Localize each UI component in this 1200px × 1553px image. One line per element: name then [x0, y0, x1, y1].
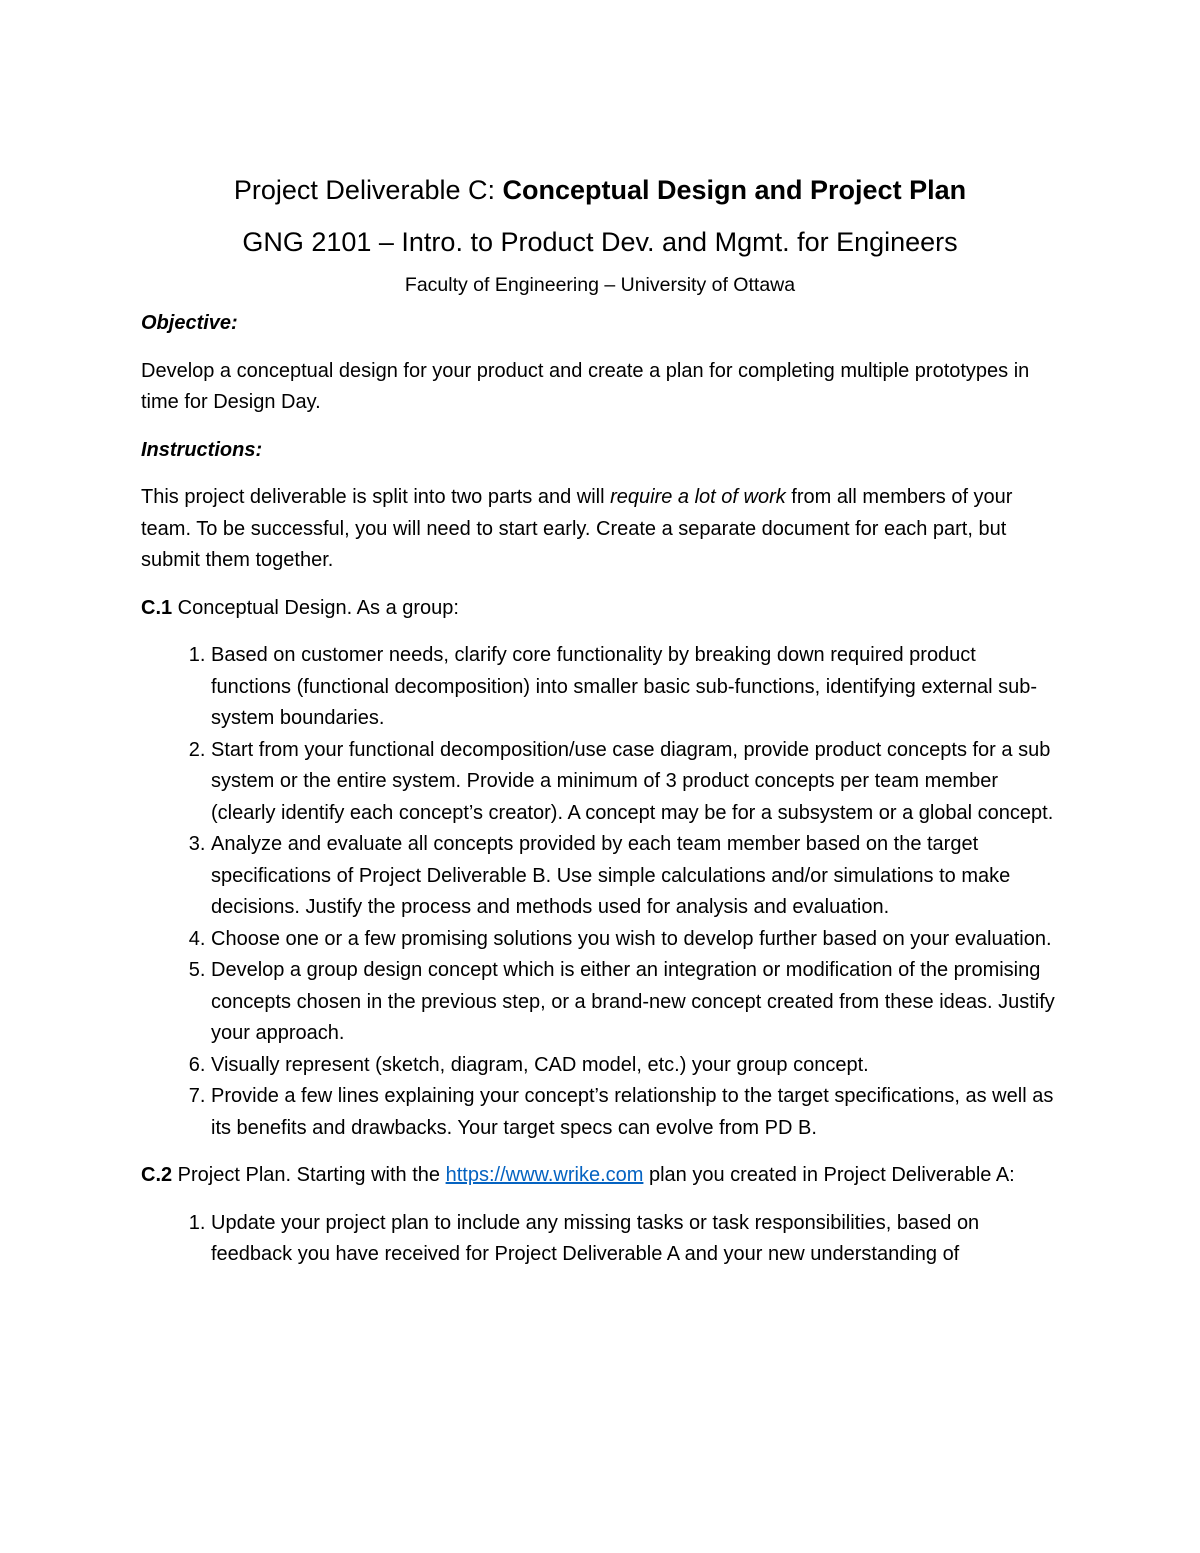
document-title — [0, 170, 1200, 210]
objective-text: Develop a conceptual design for your product and create a plan for completing multiple prototypes in time for Design Day. — [141, 359, 1030, 413]
course-title: GNG 2101 – Intro. to Product Dev. and Mgmt. for Engineers — [242, 227, 958, 257]
c1-list-item: 2. Start from your functional decomposition/use case diagram, provide product concepts for a sub system or the entire system. Provide a minimum of 3 product concepts per team member (clearly identify each concept’s creator). A concept may be for a subsystem or a global concept. — [211, 735, 1061, 830]
title-bold: Conceptual Design and Project Plan — [502, 175, 967, 205]
objective-heading: Objective: — [141, 312, 238, 334]
c1-list-item: 3. Analyze and evaluate all concepts provided by each team member based on the target specifications of Project Deliverable B. Use simple calculations and/or simulations to make decisions. Justify the process and methods used for analysis and evaluation. — [211, 829, 1061, 924]
c1-list-item: 1. Based on customer needs, clarify core functionality by breaking down required product functions (functional decomposition) into smaller basic sub-functions, identifying external sub-system boundaries. — [211, 640, 1061, 735]
faculty-line: Faculty of Engineering – University of Ottawa — [404, 274, 796, 296]
c2-heading — [141, 1160, 1061, 1192]
c1-list-item: 4. Choose one or a few promising solutions you wish to develop further based on your evaluation. — [211, 924, 1061, 956]
c1-list-item: 7. Provide a few lines explaining your concept’s relationship to the target specifications, as well as its benefits and drawbacks. Your target specs can evolve from PD B. — [211, 1081, 1061, 1144]
document-body — [141, 308, 1061, 1287]
instructions-heading: Instructions: — [141, 438, 263, 461]
c2-label: C.2 — [141, 1164, 173, 1186]
instructions-text-after: from all members of your team. To be successful, you will need to start early. Create a separate document for each part, but submit them together. — [141, 486, 1013, 571]
wrike-link[interactable]: https://www.wrike.com — [445, 1164, 644, 1186]
c1-heading — [141, 593, 1061, 625]
c1-label: C.1 — [141, 596, 173, 619]
instructions-text — [141, 482, 1061, 577]
c2-text-after: plan you created in Project Deliverable A: — [643, 1164, 1015, 1186]
instructions-text-italic: require a lot of work — [610, 486, 786, 508]
c2-list — [141, 1208, 1061, 1271]
c1-title: Conceptual Design. As a group: — [172, 596, 459, 619]
c2-list-item: 1. Update your project plan to include any missing tasks or task responsibilities, based on feedback you have received for Project Deliverable A and your new understanding of — [211, 1208, 1061, 1271]
title-prefix: Project Deliverable C: — [233, 175, 503, 205]
instructions-text-before: This project deliverable is split into two parts and will — [141, 486, 611, 508]
c1-list-item: 6. Visually represent (sketch, diagram, CAD model, etc.) your group concept. — [211, 1050, 1061, 1082]
c1-list-item: 5. Develop a group design concept which is either an integration or modification of the promising concepts chosen in the previous step, or a brand-new concept created from these ideas. Justify your approach. — [211, 955, 1061, 1050]
c2-text-before: Project Plan. Starting with the — [172, 1164, 446, 1186]
c1-list — [141, 640, 1061, 1144]
